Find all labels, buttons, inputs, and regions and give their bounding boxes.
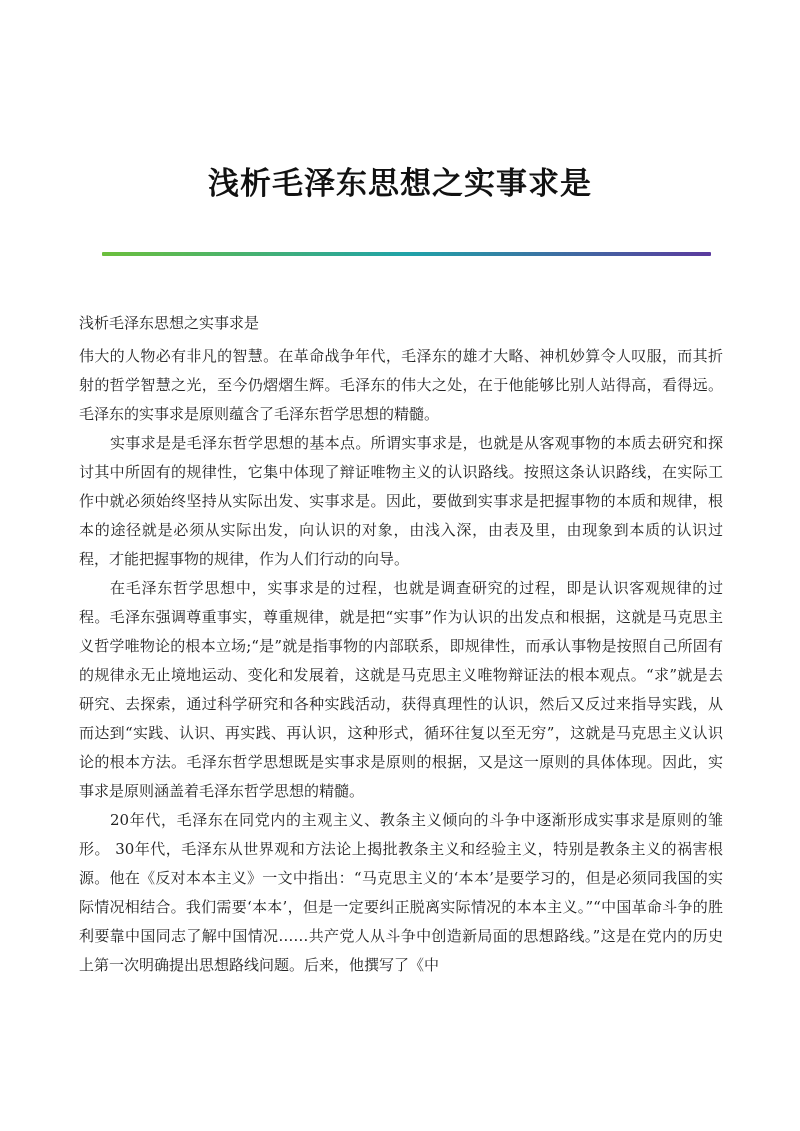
paragraph-1: 伟大的人物必有非凡的智慧。在革命战争年代，毛泽东的雄才大略、神机妙算令人叹服，而其折射的哲学智慧之光，至今仍熠熠生辉。毛泽东的伟大之处，在于他能够比别人站得高，看得远。毛泽东的实事求是原则蕴含了毛泽东哲学思想的精髓。 [79, 347, 723, 423]
document-body [79, 309, 723, 980]
paragraph-3: 在毛泽东哲学思想中，实事求是的过程，也就是调查研究的过程，即是认识客观规律的过程。毛泽东强调尊重事实，尊重规律，就是把“实事”作为认识的出发点和根据，这就是马克思主义哲学唯物论的根本立场;“是”就是指事物的内部联系，即规律性，而承认事物是按照自己所固有的规律永无止境地运动、变化和发展着，这就是马克思主义唯物辩证法的根本观点。“求”就是去研究、去探索，通过科学研究和各种实践活动，获得真理性的认识，然后又反过来指导实践，从而达到“实践、认识、再实践、再认识，这种形式，循环往复以至无穷”，这就是马克思主义认识论的根本方法。毛泽东哲学思想既是实事求是原则的根据，又是这一原则的具体体现。因此，实事求是原则涵盖着毛泽东哲学思想的精髓。 [79, 579, 723, 800]
paragraph-2: 实事求是是毛泽东哲学思想的基本点。所谓实事求是，也就是从客观事物的本质去研究和探讨其中所固有的规律性，它集中体现了辩证唯物主义的认识路线。按照这条认识路线，在实际工作中就必须始终坚持从实际出发、实事求是。因此，要做到实事求是把握事物的本质和规律，根本的途径就是必须从实际出发，向认识的对象，由浅入深，由表及里，由现象到本质的认识过程，才能把握事物的规律，作为人们行动的向导。 [79, 434, 723, 568]
title-divider [102, 252, 711, 256]
document-title: 浅析毛泽东思想之实事求是 [208, 166, 592, 202]
paragraph-4: 20年代，毛泽东在同党内的主观主义、教条主义倾向的斗争中逐渐形成实事求是原则的雏形。 30年代，毛泽东从世界观和方法论上揭批教条主义和经验主义，特别是教条主义的祸害根源。他在《反对本本主义》一文中指出：“马克思主义的‘本本’是要学习的，但是必须同我国的实际情况相结合。我们需要‘本本’，但是一定要纠正脱离实际情况的本本主义。”“中国革命斗争的胜利要靠中国同志了解中国情况……共产党人从斗争中创造新局面的思想路线。”这是在党内的历史上第一次明确提出思想路线问题。后来，他撰写了《中 [79, 811, 723, 974]
document-subtitle: 浅析毛泽东思想之实事求是 [79, 314, 260, 332]
